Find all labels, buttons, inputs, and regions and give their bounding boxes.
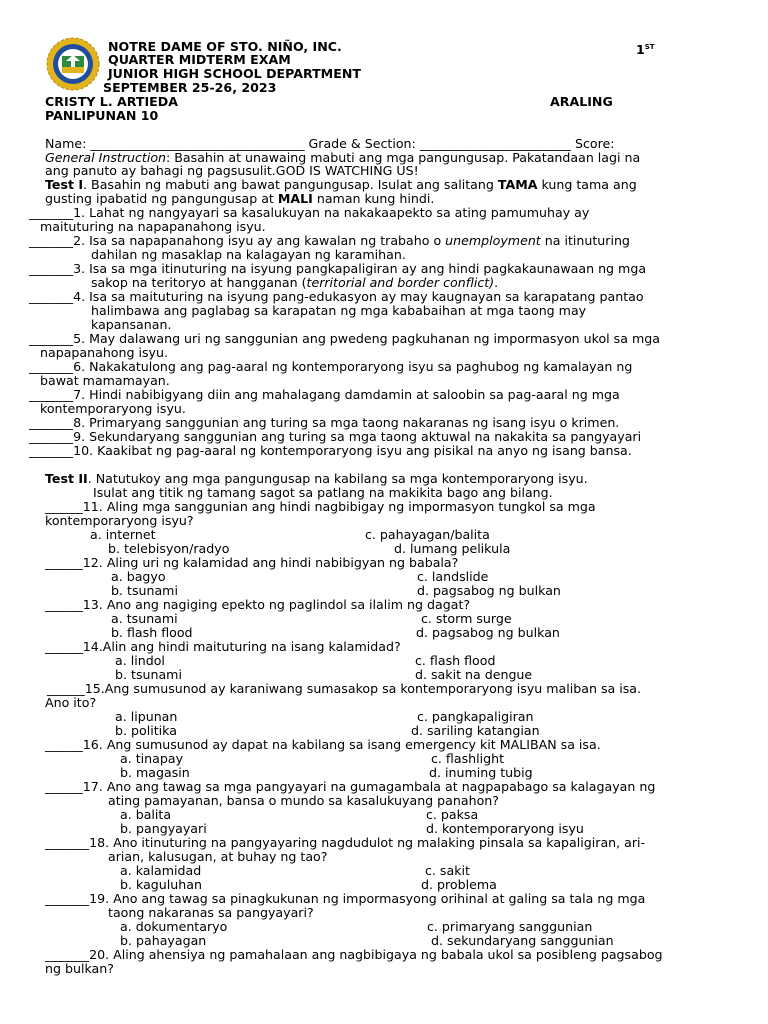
choice-15b: b. politika	[115, 723, 177, 738]
test1-item-6-cont: bawat mamamayan.	[40, 373, 170, 388]
choice-17a: a. balita	[120, 807, 172, 822]
choice-14d: d. sakit na dengue	[415, 667, 533, 682]
choice-13a: a. tsunami	[111, 611, 178, 626]
general-instruction-cont: ang panuto ay bahagi ng pagsusulit.GOD IS WATCHING US!	[45, 163, 419, 178]
test1-item-4: _______4. Isa sa maituturing na isyung pang-edukasyon ay may kaugnayan sa karapatang pantao	[29, 289, 644, 304]
section-field[interactable]: ________________________	[419, 136, 571, 151]
choice-11d: d. lumang pelikula	[394, 541, 511, 556]
exam-title: QUARTER MIDTERM EXAM	[108, 52, 291, 67]
test1-item-2: _______2. Isa sa napapanahong isyu ay ang kawalan ng trabaho o unemployment na itinuturing	[29, 233, 630, 248]
choice-14a: a. lindol	[115, 653, 165, 668]
choice-16d: d. inuming tubig	[429, 765, 533, 780]
subject-line-2: PANLIPUNAN 10	[45, 108, 159, 123]
choice-12b: b. tsunami	[111, 583, 178, 598]
general-instruction-label: General Instruction	[45, 150, 167, 165]
test2-item-18-cont: arian, kalusugan, at buhay ng tao?	[108, 849, 328, 864]
choice-13b: b. flash flood	[111, 625, 193, 640]
test1-item-4-cont2: kapansanan.	[91, 317, 172, 332]
test1-item-5: _______5. May dalawang uri ng sanggunian ang pwedeng pagkuhanan ng impormasyon ukol sa mga	[29, 331, 660, 346]
test2-instruction: Test II. Natutukoy ang mga pangungusap na kabilang sa mga kontemporaryong isyu.	[45, 471, 588, 486]
choice-15a: a. lipunan	[115, 709, 178, 724]
test1-item-8: _______8. Primaryang sanggunian ang turing sa mga taong nakaranas ng isang isyu o krimen.	[29, 415, 620, 430]
choice-17c: c. paksa	[426, 807, 479, 822]
test1-item-10: _______10. Kaakibat ng pag-aaral ng kontemporaryong isyu ang pisikal na anyo ng isang bansa.	[29, 443, 632, 458]
school-seal-logo	[44, 37, 102, 91]
test2-item-20-cont: ng bulkan?	[45, 961, 114, 976]
choice-14c: c. flash flood	[415, 653, 496, 668]
test2-title: Test II	[45, 471, 88, 486]
exam-date: SEPTEMBER 25-26, 2023	[103, 80, 277, 95]
test2-item-15-cont: Ano ito?	[45, 695, 97, 710]
test1-instruction: Test I. Basahin ng mabuti ang bawat pangungusap. Isulat ang salitang TAMA kung tama ang	[45, 177, 637, 192]
test1-item-2-cont: dahilan ng masaklap na kalagayan ng karamihan.	[91, 247, 406, 262]
test1-item-9: _______9. Sekundaryang sanggunian ang turing sa mga taong aktuwal na nakakita sa pangyayari	[29, 429, 642, 444]
choice-17b: b. pangyayari	[120, 821, 207, 836]
choice-16a: a. tinapay	[120, 751, 184, 766]
choice-13c: c. storm surge	[421, 611, 512, 626]
choice-16c: c. flashlight	[431, 751, 505, 766]
choice-18b: b. kaguluhan	[120, 877, 202, 892]
section-label: Grade & Section:	[308, 136, 416, 151]
choice-16b: b. magasin	[120, 765, 190, 780]
subject-line-1: ARALING	[550, 94, 613, 109]
test1-item-3: _______3. Isa sa mga itinuturing na isyung pangkapaligiran ay ang hindi pagkakaunawaan ng mga	[29, 261, 647, 276]
test2-item-17-cont: ating pamayanan, bansa o mundo sa kasalukuyang panahon?	[108, 793, 499, 808]
choice-12a: a. bagyo	[111, 569, 166, 584]
choice-12c: c. landslide	[417, 569, 489, 584]
test2-item-11: ______11. Aling mga sanggunian ang hindi nagbibigay ng impormasyon tungkol sa mga	[45, 499, 596, 514]
test2-item-15: ______15.Ang sumusunod ay karaniwang sumasakop sa kontemporaryong isyu maliban sa isa.	[47, 681, 642, 696]
choice-18c: c. sakit	[425, 863, 470, 878]
test1-item-4-cont: halimbawa ang paglabag sa karapatan ng mga kababaihan at mga taong may	[91, 303, 587, 318]
choice-15d: d. sariling katangian	[411, 723, 540, 738]
choice-19c: c. primaryang sanggunian	[427, 919, 593, 934]
test1-item-1: _______1. Lahat ng nangyayari sa kasalukuyan na nakakaapekto sa ating pamumuhay ay	[29, 205, 590, 220]
test1-item-7-cont: kontemporaryong isyu.	[40, 401, 186, 416]
test2-item-19-cont: taong nakaranas sa pangyayari?	[108, 905, 314, 920]
test1-instruction-cont: gusting ipabatid ng pangungusap at MALI naman kung hindi.	[45, 191, 435, 206]
test1-item-7: _______7. Hindi nabibigyang diin ang mahalagang damdamin at saloobin sa pag-aaral ng mga	[29, 387, 620, 402]
general-instruction: General Instruction: Basahin at unawaing mabuti ang mga pangungusap. Pakatandaan lagi na	[45, 150, 641, 165]
test2-item-17: ______17. Ano ang tawag sa mga pangyayari na gumagambala at nagpapabago sa kalagayan ng	[45, 779, 656, 794]
choice-11a: a. internet	[90, 527, 156, 542]
choice-15c: c. pangkapaligiran	[417, 709, 534, 724]
test1-item-3-cont: sakop na teritoryo at hangganan (territorial and border conflict).	[91, 275, 499, 290]
test1-item-1-cont: maituturing na napapanahong isyu.	[40, 219, 266, 234]
choice-18a: a. kalamidad	[120, 863, 202, 878]
test1-title: Test I	[45, 177, 84, 192]
score-label: Score:	[574, 136, 615, 151]
test2-instruction-cont: Isulat ang titik ng tamang sagot sa patlang na makikita bago ang bilang.	[93, 485, 553, 500]
test2-item-19: _______19. Ano ang tawag sa pinagkukunan ng impormasyong orihinal at galing sa tala ng mga	[45, 891, 646, 906]
choice-14b: b. tsunami	[115, 667, 182, 682]
choice-19b: b. pahayagan	[120, 933, 207, 948]
quarter-superscript: ST	[644, 43, 655, 51]
choice-11b: b. telebisyon/radyo	[108, 541, 230, 556]
choice-19a: a. dokumentaryo	[120, 919, 228, 934]
test2-item-16: ______16. Ang sumusunod ay dapat na kabilang sa isang emergency kit MALIBAN sa isa.	[45, 737, 601, 752]
choice-19d: d. sekundaryang sanggunian	[431, 933, 614, 948]
choice-12d: d. pagsabog ng bulkan	[417, 583, 561, 598]
test1-item-6: _______6. Nakakatulong ang pag-aaral ng kontemporaryong isyu sa paghubog ng kamalayan ng	[29, 359, 633, 374]
test2-item-11-cont: kontemporaryong isyu?	[45, 513, 194, 528]
teacher-name: CRISTY L. ARTIEDA	[45, 94, 178, 109]
choice-11c: c. pahayagan/balita	[365, 527, 490, 542]
test2-item-20: _______20. Aling ahensiya ng pamahalaan ang nagbibigaya ng babala ukol sa posibleng pagsabog	[45, 947, 663, 962]
choice-18d: d. problema	[421, 877, 497, 892]
name-field[interactable]: __________________________________	[90, 136, 305, 151]
choice-13d: d. pagsabog ng bulkan	[416, 625, 560, 640]
choice-17d: d. kontemporaryong isyu	[426, 821, 584, 836]
name-label: Name:	[45, 136, 87, 151]
department: JUNIOR HIGH SCHOOL DEPARTMENT	[108, 66, 361, 81]
student-info-line	[45, 137, 614, 151]
test2-item-14: ______14.Alin ang hindi maituturing na isang kalamidad?	[45, 639, 401, 654]
test2-item-13: ______13. Ano ang nagiging epekto ng paglindol sa ilalim ng dagat?	[45, 597, 471, 612]
school-name: NOTRE DAME OF STO. NIÑO, INC.	[108, 39, 342, 54]
test1-item-5-cont: napapanahong isyu.	[40, 345, 168, 360]
test2-item-12: ______12. Aling uri ng kalamidad ang hindi nabibigyan ng babala?	[45, 555, 459, 570]
quarter-number: 1	[636, 42, 645, 57]
quarter-label	[636, 40, 655, 57]
test2-item-18: _______18. Ano itinuturing na pangyayaring nagdudulot ng malaking pinsala sa kapaligiran, ari-	[45, 835, 646, 850]
